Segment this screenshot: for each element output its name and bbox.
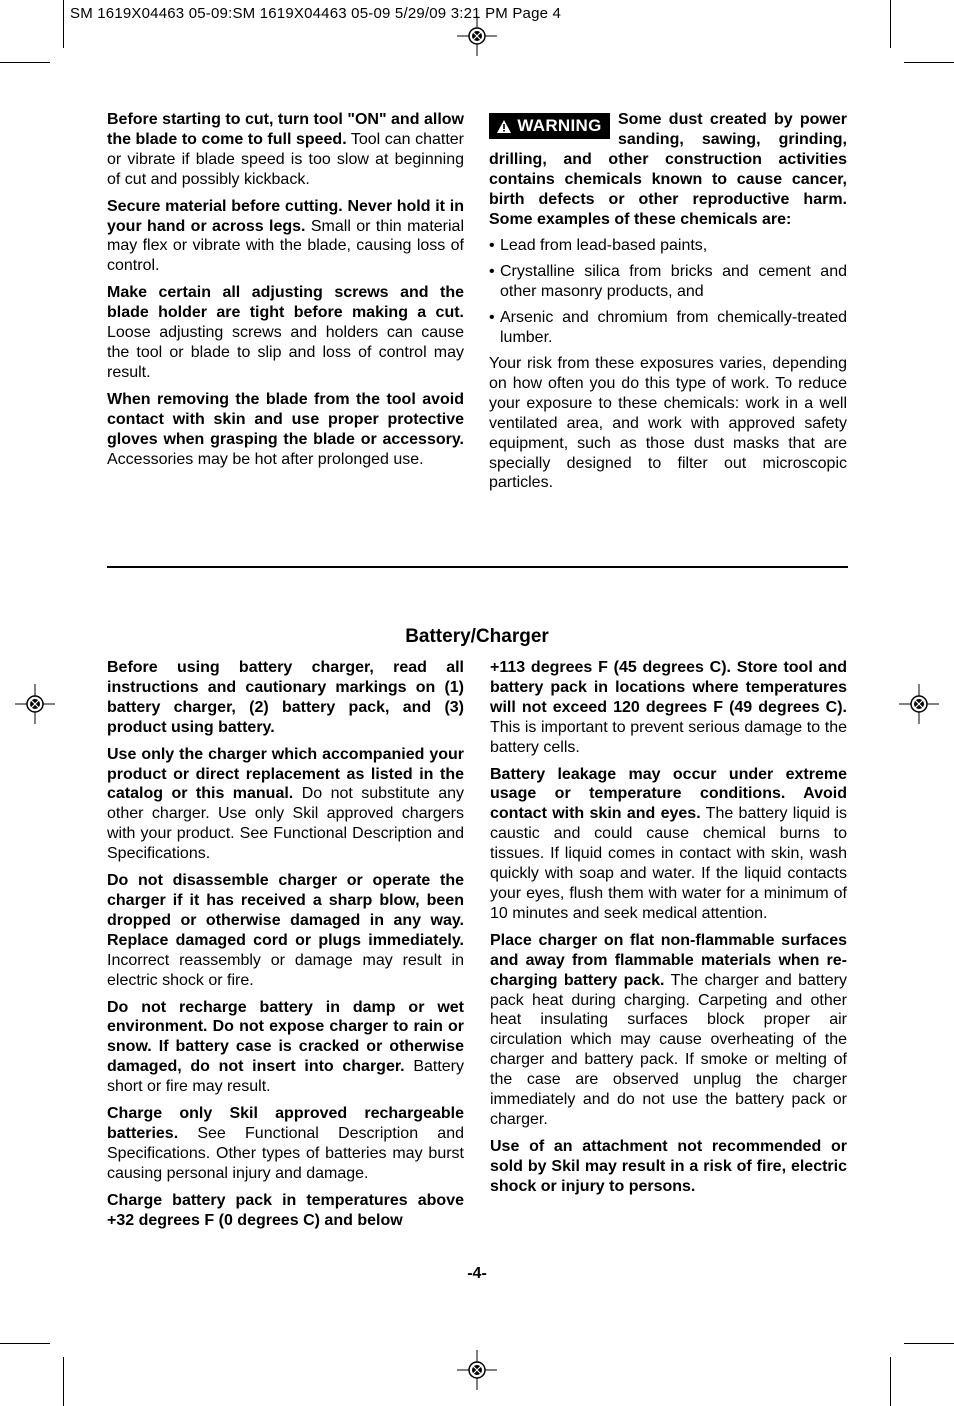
bold-lead: Before using battery charger, read all instructions and cautionary markings on (1) battery charger, (2) battery pack, and (3) product using battery. (107, 659, 464, 736)
body-text: Tool can chatter or vibrate if blade speed is too slow at beginning of cut and possibly kickback. (107, 130, 465, 188)
crop-mark (0, 62, 50, 63)
bold-lead: Secure material before cutting. Never hold it in your hand or across legs. (107, 197, 464, 235)
bullet-icon: • (489, 309, 495, 327)
body-text: Do not substitute any other charger. Use only Skil approved chargers with your product. See Functional Description and Specifications. (107, 785, 464, 863)
bold-lead: Before starting to cut, turn tool "ON" and allow the blade to come to full speed. (107, 111, 464, 148)
paragraph (490, 931, 847, 1130)
crop-mark (890, 0, 891, 48)
registration-mark-icon (457, 1350, 497, 1390)
paragraph (107, 871, 464, 990)
bold-lead: When removing the blade from the tool avoid contact with skin and use proper protective gloves when grasping the blade or accessory. (107, 390, 464, 448)
paragraph (107, 658, 464, 738)
paragraph (490, 1137, 847, 1197)
paragraph (107, 745, 464, 864)
warning-paragraph (489, 110, 847, 229)
paragraph (107, 390, 464, 470)
body-text: See Functional Description and Specifications. Other types of batteries may burst causing personal injury and damage. (107, 1124, 464, 1182)
crop-mark (904, 1343, 954, 1344)
bullet-icon: • (489, 237, 495, 255)
print-slug: SM 1619X04463 05-09:SM 1619X04463 05-09 5/29/09 3:21 PM Page 4 (70, 5, 562, 22)
body-text: Loose adjusting screws and holders can cause the tool or blade to slip and loss of control may result. (107, 324, 464, 381)
crop-mark (904, 62, 954, 63)
warning-label: WARNING (517, 116, 602, 136)
bold-lead: Charge only Skil approved rechargeable batteries. (107, 1105, 464, 1142)
paragraph: Your risk from these exposures varies, depending on how often you do this type of work. To reduce your exposure to these chemicals: work in a well ventilated area, and work with approved safety equipment, such as those dust masks that are specially designed to filter out microscopic particles. (489, 354, 847, 492)
registration-mark-icon (899, 684, 939, 724)
registration-mark-icon (457, 16, 497, 56)
bold-lead: Charge battery pack in temperatures above +32 degrees F (0 degrees C) and below (107, 1191, 464, 1229)
paragraph (490, 765, 847, 924)
bold-lead: Battery leakage may occur under extreme usage or temperature conditions. Avoid contact with skin and eyes. (490, 765, 847, 823)
crop-mark (890, 1357, 891, 1406)
bottom-right-column (490, 658, 847, 1204)
crop-mark (0, 1343, 50, 1344)
bold-lead: Make certain all adjusting screws and the blade holder are tight before making a cut. (107, 284, 464, 322)
bullet-icon: • (489, 263, 495, 281)
bold-lead: Do not disassemble charger or operate the charger if it has received a sharp blow, been dropped or otherwise damaged in any way. Replace damaged cord or plugs immediately. (107, 872, 464, 949)
section-title: Battery/Charger (405, 626, 549, 647)
warning-badge (489, 113, 610, 139)
paragraph (107, 110, 464, 190)
warning-triangle-icon (497, 120, 511, 133)
bold-lead: Do not recharge battery in damp or wet environment. Do not expose charger to rain or snow. If battery case is cracked or otherwise damaged, do not insert into charger. (107, 998, 464, 1076)
body-text: The battery liquid is caustic and could cause chemical burns to tissues. If liquid comes in contact with skin, wash quickly with soap and water. If the liquid contacts your eyes, flush them with water for a minimum of 10 minutes and seek medical attention. (490, 805, 847, 922)
list-item (489, 262, 847, 302)
bold-lead: Use of an attachment not recommended or sold by Skil may result in a risk of fire, electric shock or injury to persons. (490, 1137, 847, 1195)
list-item (489, 236, 847, 256)
paragraph (490, 658, 847, 758)
top-left-column (107, 110, 464, 476)
list-item-text: Crystalline silica from bricks and cement and other masonry products, and (500, 263, 847, 301)
body-text: This is important to prevent serious damage to the battery cells. (490, 718, 847, 756)
registration-mark-icon (15, 684, 55, 724)
paragraph (107, 1191, 464, 1231)
body-text: Battery short or fire may result. (107, 1058, 465, 1096)
paragraph (107, 283, 464, 383)
paragraph (107, 197, 464, 277)
body-text: Accessories may be hot after prolonged use. (107, 450, 424, 468)
body-text: Small or thin material may flex or vibrate with the blade, causing loss of control. (107, 217, 464, 275)
crop-mark (63, 1357, 64, 1406)
list-item-text: Lead from lead-based paints, (500, 237, 708, 255)
body-text: Incorrect reassembly or damage may result in electric shock or fire. (107, 951, 464, 989)
top-right-column (489, 110, 847, 500)
list-item-text: Arsenic and chromium from chemically-treated lumber. (500, 309, 847, 347)
paragraph (107, 998, 464, 1098)
body-text: The charger and battery pack heat during charging. Carpeting and other heat insulating surfaces block proper air circulation which may cause overheating of the charger and battery pack. If smoke or melting of the case are observed unplug the charger immediately and do not use the battery pack or charger. (490, 971, 848, 1128)
list-item (489, 308, 847, 348)
bold-lead: +113 degrees F (45 degrees C). Store tool and battery pack in locations where temperatures will not exceed 120 degrees F (49 degrees C). (490, 659, 847, 716)
page-number: -4- (467, 1265, 487, 1282)
section-divider (107, 566, 848, 568)
bold-lead: Use only the charger which accompanied your product or direct replacement as listed in the catalog or this manual. (107, 745, 464, 803)
bottom-left-column (107, 658, 464, 1237)
bold-lead: Place charger on flat non-flammable surfaces and away from flammable materials when re-charging battery pack. (490, 931, 847, 989)
crop-mark (63, 0, 64, 48)
paragraph (107, 1104, 464, 1184)
warning-text: Some dust created by power sanding, sawing, grinding, drilling, and other construction activities contains chemicals known to cause cancer, birth defects or other reproductive harm. Some examples of these chemicals are: (489, 111, 847, 228)
